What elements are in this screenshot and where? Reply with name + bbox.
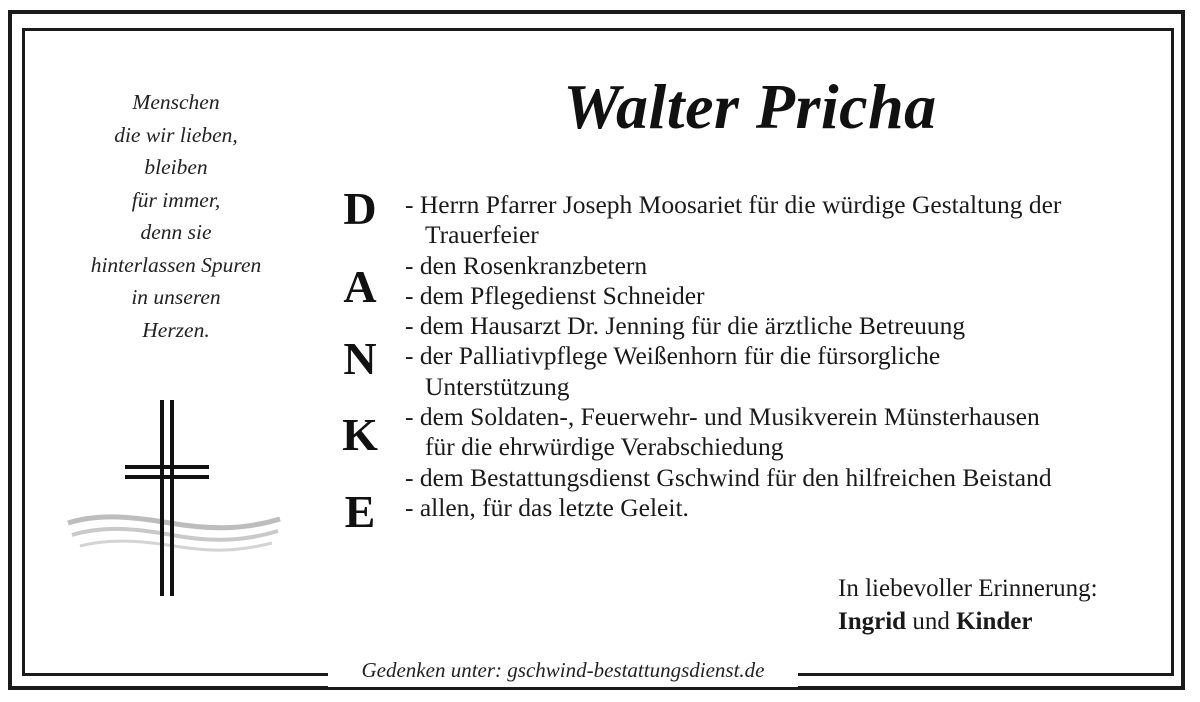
poem-line: die wir lieben,: [114, 122, 238, 147]
thanks-line: - dem Bestattungsdienst Gschwind für den hilfreichen Beistand: [405, 462, 1052, 492]
signature-names: [838, 605, 1158, 638]
thanks-line: - dem Soldaten-, Feuerwehr- und Musikverein Münsterhausen: [405, 402, 1040, 432]
thanks-line: für die ehrwürdige Verabschiedung: [425, 432, 784, 462]
danke-letter: D: [343, 183, 377, 234]
poem-line: denn sie: [140, 220, 212, 244]
danke-letter: E: [344, 486, 376, 537]
danke-letter: N: [343, 333, 377, 384]
thanks-line: Trauerfeier: [425, 220, 539, 250]
danke-letter: K: [342, 409, 378, 460]
cross-with-waves-icon: [60, 395, 290, 605]
closing-line: In liebevoller Erinnerung:: [838, 575, 1098, 602]
poem-line: in unseren: [131, 285, 221, 309]
deceased-name: Walter Pricha: [563, 71, 937, 142]
signature-connector: und: [912, 608, 950, 635]
memorial-poem: [60, 86, 292, 346]
thanks-line: - dem Pflegedienst Schneider: [405, 280, 705, 310]
signature-name: Ingrid: [838, 608, 907, 635]
poem-line: Herzen.: [142, 317, 210, 342]
memorial-website: Gedenken unter: gschwind-bestattungsdienst.de: [328, 655, 798, 687]
thanks-line: - den Rosenkranzbetern: [405, 250, 648, 280]
signature-name: Kinder: [956, 608, 1033, 635]
thanks-list: [405, 190, 1165, 523]
thanks-line: - dem Hausarzt Dr. Jenning für die ärztliche Betreuung: [405, 311, 966, 341]
poem-line: für immer,: [131, 187, 221, 212]
poem-line: bleiben: [144, 155, 208, 179]
thanks-line: - der Palliativpflege Weißenhorn für die fürsorgliche: [405, 341, 941, 371]
thanks-line: - allen, für das letzte Geleit.: [405, 492, 689, 522]
poem-line: hinterlassen Spuren: [90, 252, 262, 277]
closing-signature: [838, 572, 1158, 638]
danke-letter: A: [343, 261, 377, 312]
thanks-line: Unterstützung: [425, 371, 570, 401]
thanks-line: - Herrn Pfarrer Joseph Moosariet für die würdige Gestaltung der: [405, 190, 1062, 219]
poem-line: Menschen: [132, 90, 220, 114]
